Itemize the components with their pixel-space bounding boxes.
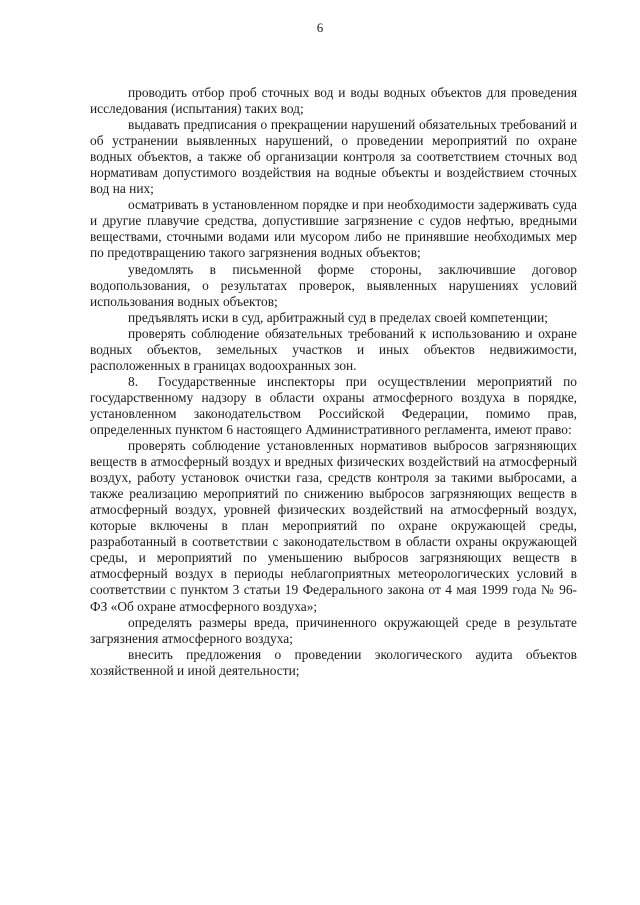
- paragraph-text: проводить отбор проб сточных вод и воды водных объектов для проведения исследования (испытания) таких вод;: [90, 85, 577, 117]
- document-body: [90, 85, 577, 679]
- paragraph: [90, 615, 577, 647]
- paragraph: [90, 117, 577, 197]
- paragraph-text: предъявлять иски в суд, арбитражный суд в пределах своей компетенции;: [128, 309, 548, 325]
- page-number: 6: [316, 20, 324, 35]
- paragraph-text: проверять соблюдение установленных нормативов выбросов загрязняющих веществ в атмосферный воздух и вредных физических воздействий на атмосферный воздух, работу установок очистки газа, средств контроля за такими выбросами, а также реализацию мероприятий по снижению выбросов загрязняющих веществ в атмосферный воздух, уровней физических воздействий на атмосферный воздух, которые включены в план мероприятий по охране окружающей среды, разработанный в соответствии с законодательством в области охраны окружающей среды, и мероприятий по уменьшению выбросов загрязняющих веществ в атмосферный воздух в периоды неблагоприятных метеорологических условий в соответствии с пунктом 3 статьи 19 Федерального закона от 4 мая 1999 года № 96-ФЗ «Об охране атмосферного воздуха»;: [90, 438, 577, 614]
- paragraph: [90, 310, 577, 326]
- paragraph-text: выдавать предписания о прекращении нарушений обязательных требований и об устранении выявленных нарушений, о проведении мероприятий по охране водных объектов, а также об организации контроля за соответствием сточных вод нормативам допустимого воздействия на водные объекты и воздействием сточных вод на них;: [90, 117, 577, 197]
- paragraph: [90, 85, 577, 117]
- paragraph-text: уведомлять в письменной форме стороны, заключившие договор водопользования, о результатах проверок, выявленных нарушениях условий использования водных объектов;: [90, 261, 577, 309]
- paragraph: [90, 197, 577, 261]
- clause-number: 8.: [128, 373, 139, 389]
- paragraph: [90, 438, 577, 615]
- paragraph-text: проверять соблюдение обязательных требований к использованию и охране водных объектов, земельных участков и иных объектов недвижимости, расположенных в границах водоохранных зон.: [90, 325, 577, 373]
- paragraph-text: Государственные инспекторы при осуществлении мероприятий по государственному надзору в области охраны атмосферного воздуха в порядке, установленном законодательством Российской Федерации, помимо прав, определенных пунктом 6 настоящего Административного регламента, имеют право:: [90, 373, 577, 437]
- paragraph-text: внесить предложения о проведении экологического аудита объектов хозяйственной и иной деятельности;: [90, 646, 577, 678]
- paragraph-numbered: [90, 374, 577, 438]
- paragraph: [90, 326, 577, 374]
- paragraph-text: определять размеры вреда, причиненного окружающей среде в результате загрязнения атмосферного воздуха;: [90, 614, 577, 646]
- paragraph-text: осматривать в установленном порядке и при необходимости задерживать суда и другие плавучие средства, допустившие загрязнение с судов нефтью, вредными веществами, сточными водами или мусором либо не принявшие необходимых мер по предотвращению такого загрязнения водных объектов;: [90, 197, 577, 261]
- paragraph: [90, 647, 577, 679]
- paragraph: [90, 262, 577, 310]
